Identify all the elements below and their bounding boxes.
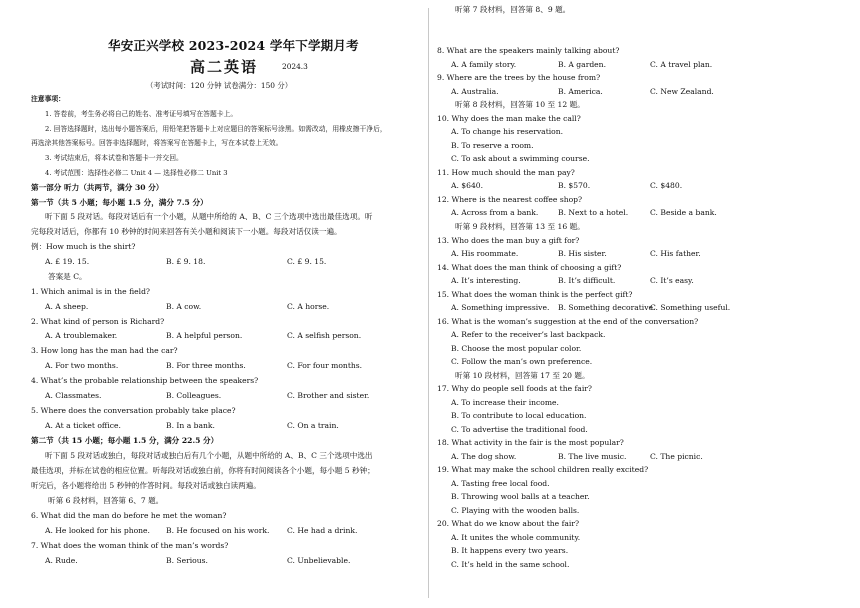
option-a[interactable]: A. It’s interesting.: [451, 276, 521, 285]
option-c[interactable]: C. Beside a bank.: [650, 208, 717, 217]
option-b[interactable]: B. It’s difficult.: [558, 276, 616, 285]
option-b[interactable]: B. $570.: [558, 181, 591, 190]
option-a[interactable]: A. He looked for his phone.: [45, 526, 150, 535]
example-answer: 答案是 C。: [48, 272, 87, 281]
option-b[interactable]: B. The live music.: [558, 452, 627, 461]
question: 10. Why does the man make the call?: [437, 114, 581, 123]
option-a[interactable]: A. For two months.: [45, 361, 119, 370]
option-a[interactable]: A. At a ticket office.: [45, 421, 121, 430]
notice-item: 4. 考试范围：选择性必修二 Unit 4 — 选择性必修二 Unit 3: [45, 169, 228, 177]
option-c[interactable]: C. His father.: [650, 249, 701, 258]
question: 9. Where are the trees by the house from?: [437, 73, 601, 82]
option-c[interactable]: C. Brother and sister.: [287, 391, 370, 400]
subject-title: 高二英语: [190, 58, 259, 76]
option-b[interactable]: B. A helpful person.: [166, 331, 243, 340]
option-a[interactable]: A. His roommate.: [451, 249, 519, 258]
notice-item: 3. 考试结束后，将本试卷和答题卡一并交回。: [45, 154, 183, 162]
column-divider: [428, 8, 429, 598]
question: 13. Who does the man buy a gift for?: [437, 236, 580, 245]
question: 20. What do we know about the fair?: [437, 519, 580, 528]
option-c[interactable]: C. $480.: [650, 181, 683, 190]
option-b[interactable]: B. Something decorative.: [558, 303, 656, 312]
option-c[interactable]: C. He had a drink.: [287, 526, 358, 535]
material-note: 听第 10 段材料，回答第 17 至 20 题。: [455, 371, 590, 380]
question: 6. What did the man do before he met the woman?: [31, 511, 227, 520]
exam-date: 2024.3: [282, 62, 308, 71]
question: 11. How much should the man pay?: [437, 168, 575, 177]
option-a[interactable]: A. It unites the whole community.: [451, 533, 581, 542]
option-c[interactable]: C. It’s easy.: [650, 276, 694, 285]
option-c[interactable]: C. A selfish person.: [287, 331, 362, 340]
question: 17. Why do people sell foods at the fair?: [437, 384, 592, 393]
section2-instructions: 听完后，各小题将给出 5 秒钟的作答时间。每段对话或独白读两遍。: [31, 481, 261, 490]
option-b[interactable]: B. In a bank.: [166, 421, 215, 430]
option-c[interactable]: C. Follow the man’s own preference.: [451, 357, 593, 366]
option-b[interactable]: B. Choose the most popular color.: [451, 344, 582, 353]
option-c[interactable]: C. Playing with the wooden balls.: [451, 506, 580, 515]
example-option-a: A. £ 19. 15.: [45, 257, 90, 266]
notice-item: 2. 回答选择题时，选出每小题答案后，用铅笔把答题卡上对应题目的答案标号涂黑。如需改动，用橡皮擦干净后，: [45, 125, 387, 133]
option-a[interactable]: A. $640.: [451, 181, 484, 190]
option-a[interactable]: A. A family story.: [451, 60, 517, 69]
option-b[interactable]: B. A garden.: [558, 60, 606, 69]
option-c[interactable]: C. The picnic.: [650, 452, 703, 461]
option-c[interactable]: C. A horse.: [287, 302, 330, 311]
option-b[interactable]: B. His sister.: [558, 249, 607, 258]
material-note: 听第 6 段材料，回答第 6、7 题。: [48, 496, 164, 505]
option-b[interactable]: B. He focused on his work.: [166, 526, 270, 535]
option-b[interactable]: B. To reserve a room.: [451, 141, 534, 150]
question: 8. What are the speakers mainly talking about?: [437, 46, 620, 55]
option-b[interactable]: B. It happens every two years.: [451, 546, 569, 555]
option-a[interactable]: A. Something impressive.: [451, 303, 550, 312]
option-b[interactable]: B. A cow.: [166, 302, 202, 311]
school-title: 华安正兴学校 2023-2024 学年下学期月考: [108, 38, 359, 53]
section1-instructions: 听下面 5 段对话。每段对话后有一个小题，从题中所给的 A、B、C 三个选项中选出最佳选项。听: [45, 212, 373, 221]
example-option-c: C. £ 9. 15.: [287, 257, 327, 266]
section2-heading: 第二节（共 15 小题；每小题 1.5 分，满分 22.5 分）: [31, 436, 219, 445]
question: 18. What activity in the fair is the most popular?: [437, 438, 624, 447]
section2-instructions: 听下面 5 段对话或独白，每段对话或独白后有几个小题，从题中所给的 A、B、C 三个选项中选出: [45, 451, 373, 460]
option-a[interactable]: A. Australia.: [451, 87, 499, 96]
question: 16. What is the woman’s suggestion at the end of the conversation?: [437, 317, 699, 326]
option-c[interactable]: C. A travel plan.: [650, 60, 713, 69]
option-a[interactable]: A. The dog show.: [451, 452, 517, 461]
material-note: 听第 7 段材料，回答第 8、9 题。: [455, 5, 571, 14]
option-c[interactable]: C. Unbelievable.: [287, 556, 351, 565]
option-b[interactable]: B. For three months.: [166, 361, 246, 370]
example-question: 例：How much is the shirt?: [31, 242, 136, 251]
question: 4. What’s the probable relationship between the speakers?: [31, 376, 259, 385]
option-b[interactable]: B. Throwing wool balls at a teacher.: [451, 492, 590, 501]
part1-heading: 第一部分 听力（共两节，满分 30 分）: [31, 183, 164, 192]
exam-info: （考试时间：120 分钟 试卷满分：150 分）: [146, 81, 293, 90]
question: 2. What kind of person is Richard?: [31, 317, 165, 326]
question: 14. What does the man think of choosing a gift?: [437, 263, 622, 272]
option-c[interactable]: C. New Zealand.: [650, 87, 714, 96]
option-b[interactable]: B. Colleagues.: [166, 391, 222, 400]
section1-instructions: 完每段对话后，你都有 10 秒钟的时间来回答有关小题和阅读下一小题。每段对话仅读一遍。: [31, 227, 342, 236]
option-a[interactable]: A. A troublemaker.: [45, 331, 118, 340]
option-a[interactable]: A. To change his reservation.: [451, 127, 564, 136]
notice-item: 再选涂其他答案标号。回答非选择题时，将答案写在答题卡上，写在本试卷上无效。: [31, 139, 283, 147]
material-note: 听第 9 段材料，回答第 13 至 16 题。: [455, 222, 585, 231]
option-c[interactable]: C. To ask about a swimming course.: [451, 154, 590, 163]
question: 19. What may make the school children really excited?: [437, 465, 649, 474]
question: 7. What does the woman think of the man’s words?: [31, 541, 229, 550]
option-c[interactable]: C. On a train.: [287, 421, 339, 430]
option-a[interactable]: A. To increase their income.: [451, 398, 559, 407]
option-a[interactable]: A. Classmates.: [45, 391, 102, 400]
option-b[interactable]: B. Serious.: [166, 556, 208, 565]
option-a[interactable]: A. Across from a bank.: [451, 208, 539, 217]
option-a[interactable]: A. Rude.: [45, 556, 78, 565]
notice-heading: 注意事项：: [31, 95, 65, 103]
example-option-b: B. £ 9. 18.: [166, 257, 206, 266]
option-a[interactable]: A. Tasting free local food.: [451, 479, 550, 488]
option-c[interactable]: C. Something useful.: [650, 303, 731, 312]
option-b[interactable]: B. Next to a hotel.: [558, 208, 629, 217]
section2-instructions: 最佳选项，并标在试卷的相应位置。听每段对话或独白前，你将有时间阅读各个小题，每小题 5 秒钟；: [31, 466, 375, 475]
material-note: 听第 8 段材料，回答第 10 至 12 题。: [455, 100, 585, 109]
option-c[interactable]: C. To advertise the traditional food.: [451, 425, 588, 434]
question: 1. Which animal is in the field?: [31, 287, 151, 296]
notice-item: 1. 答卷前，考生务必将自己的姓名、准考证号填写在答题卡上。: [45, 110, 238, 118]
question: 5. Where does the conversation probably take place?: [31, 406, 236, 415]
section1-heading: 第一节（共 5 小题；每小题 1.5 分，满分 7.5 分）: [31, 198, 208, 207]
question: 3. How long has the man had the car?: [31, 346, 178, 355]
option-b[interactable]: B. America.: [558, 87, 603, 96]
question: 15. What does the woman think is the perfect gift?: [437, 290, 633, 299]
option-c[interactable]: C. For four months.: [287, 361, 363, 370]
question: 12. Where is the nearest coffee shop?: [437, 195, 583, 204]
option-a[interactable]: A. A sheep.: [45, 302, 89, 311]
option-b[interactable]: B. To contribute to local education.: [451, 411, 587, 420]
option-c[interactable]: C. It’s held in the same school.: [451, 560, 570, 569]
option-a[interactable]: A. Refer to the receiver’s last backpack.: [451, 330, 606, 339]
